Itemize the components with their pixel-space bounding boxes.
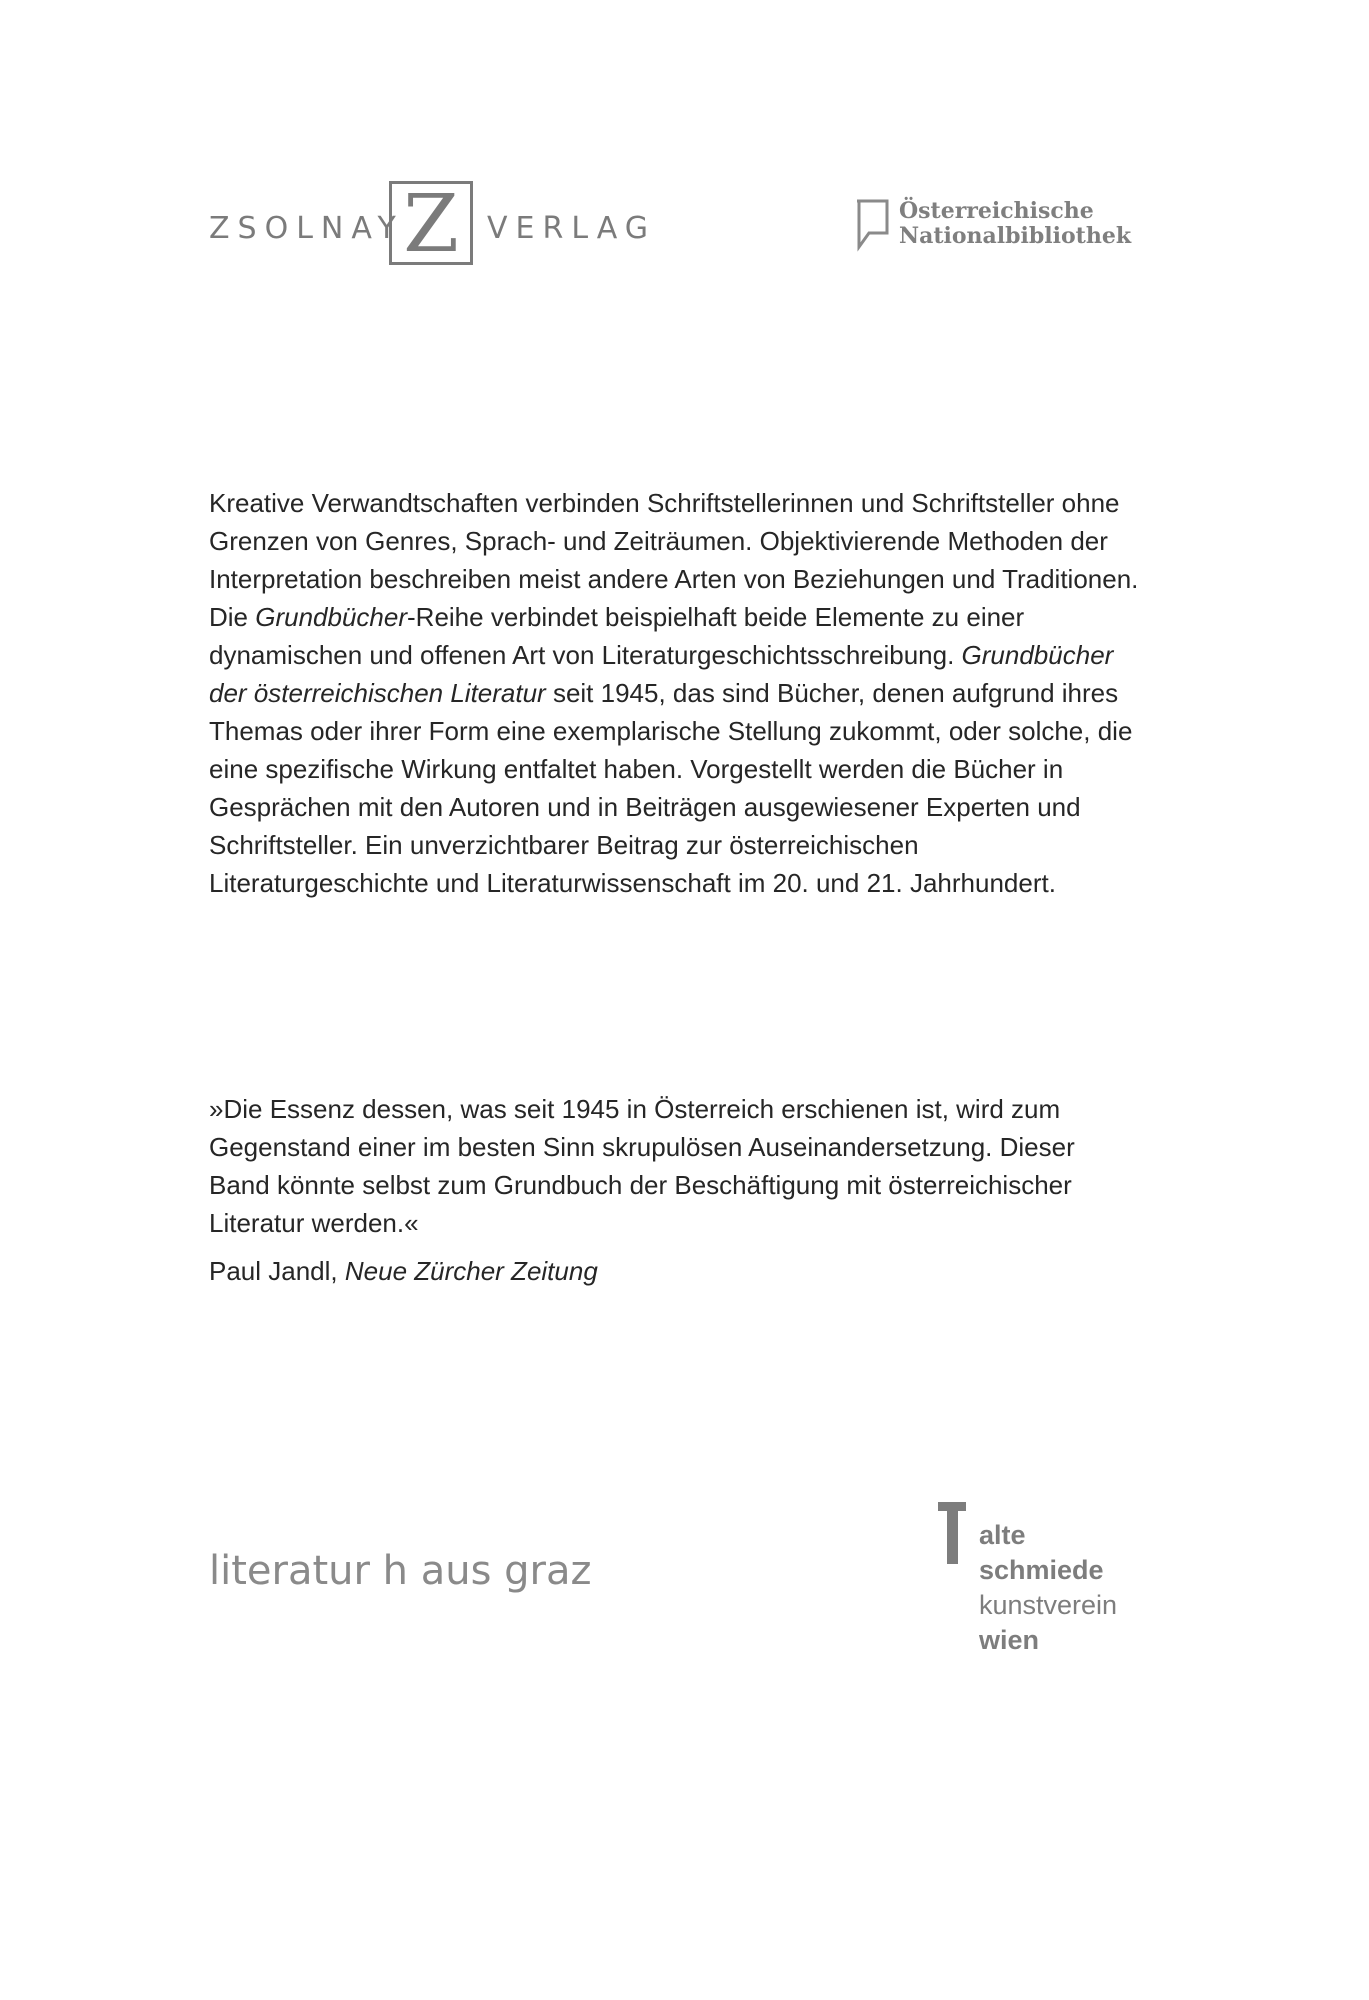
alte-schmiede-text: alte schmiede kunstverein wien [979,1520,1118,1655]
book-speech-icon [855,199,889,255]
logo-word-verlag: VERLAG [487,211,656,246]
literatur-haus-graz-logo: literatur h aus graz [209,1548,592,1594]
quote-attribution: Paul Jandl, Neue Zürcher Zeitung [209,1256,598,1286]
nationalbibliothek-logo [855,199,1155,259]
z-mark-icon: Z [389,181,473,265]
zsolnay-verlag-logo [209,177,656,272]
logo-word-zsolnay: ZSOLNAY [209,211,404,246]
review-quote: »Die Essenz dessen, was seit 1945 in Österreich erschienen ist, wird zum Gegenstand einer im besten Sinn skrupulösen Auseinandersetzung. Dieser Band könnte selbst zum Grundbuch der Beschäftigung mit österreichischer Literatur werden.« [209,1094,1075,1238]
hammer-icon [938,1500,968,1564]
library-name: Österreichische Nationalbibliothek [899,198,1132,249]
description-paragraph: Kreative Verwandtschaften verbinden Schriftstellerinnen und Schriftsteller ohne Grenzen von Genres, Sprach- und Zeiträumen. Objektivierende Methoden der Interpretation beschreiben meist andere Arten von Beziehungen und Traditionen. Die Grundbücher-Reihe verbindet beispielhaft beide Elemente zu einer dynamischen und offenen Art von Literaturgeschichtsschreibung. Grundbücher der österreichischen Literatur seit 1945, das sind Bücher, denen aufgrund ihres Themas oder ihrer Form eine exemplarische Stellung zukommt, oder solche, die eine spezifische Wirkung entfaltet haben. Vorgestellt werden die Bücher in Gesprächen mit den Autoren und in Beiträgen ausgewiesener Experten und Schriftsteller. Ein unverzichtbarer Beitrag zur österreichischen Literaturgeschichte und Literaturwissenschaft im 20. und 21. Jahrhundert. [209,488,1139,898]
quote-source: Neue Zürcher Zeitung [344,1256,598,1286]
alte-schmiede-logo [938,1500,1138,1670]
